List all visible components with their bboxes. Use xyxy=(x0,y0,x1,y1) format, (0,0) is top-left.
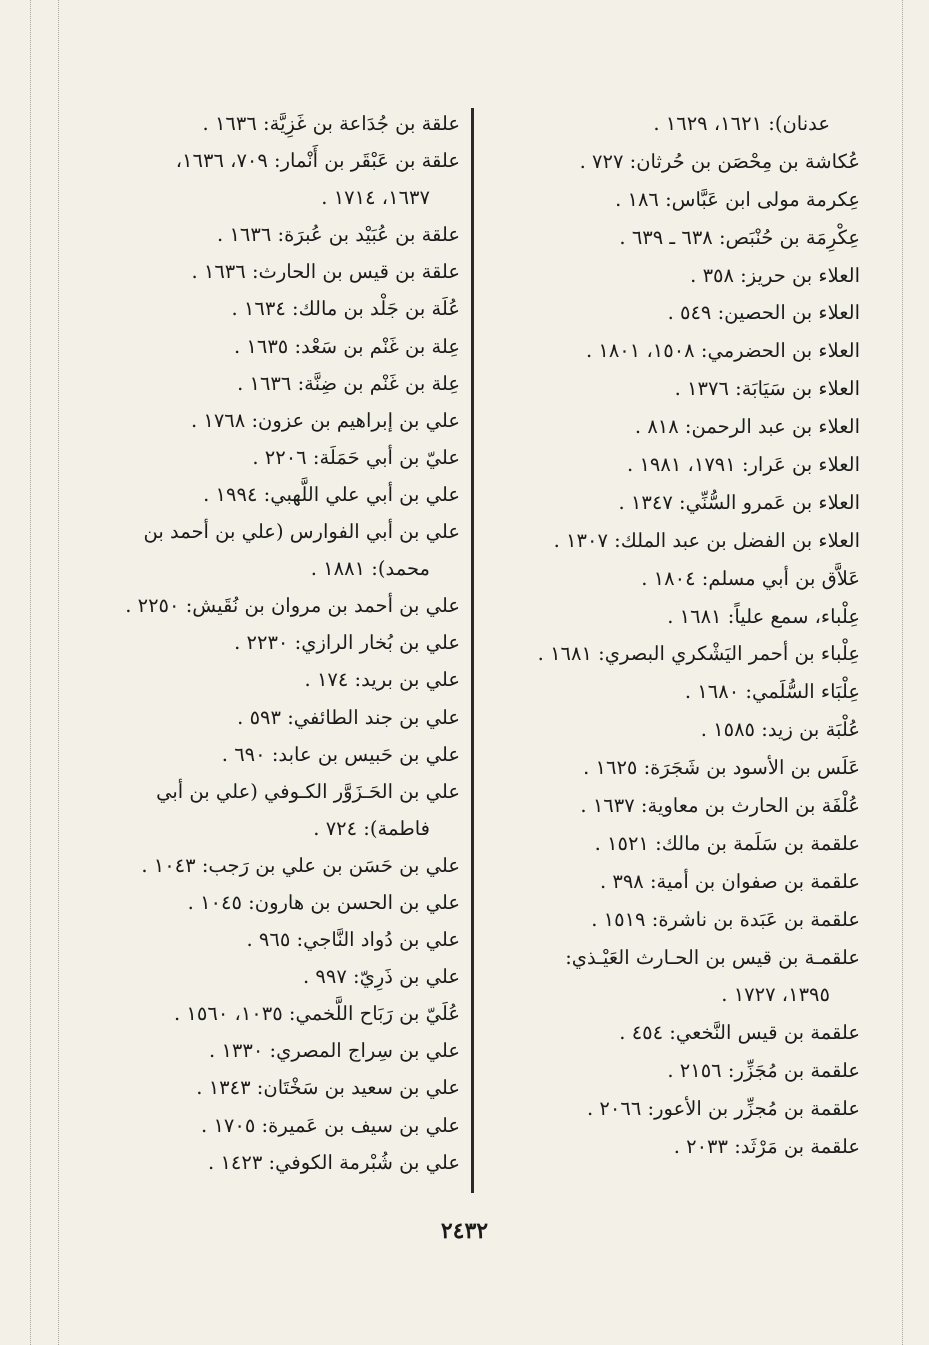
index-entry: علقمة بن صفوان بن أمية: ٣٩٨ . xyxy=(599,869,860,893)
index-entry: علي بن سعيد بن سَخْتَان: ١٣٤٣ . xyxy=(196,1076,460,1100)
index-entry: علي بن أبي الفوارس (علي بن أحمد بن xyxy=(143,520,460,544)
index-entry: عُلَيّ بن رَبَاح اللَّخمي: ١٠٣٥، ١٥٦٠ . xyxy=(174,1002,460,1026)
index-entry: علقة بن عَبْقَر بن أَنْمار: ٧٠٩، ١٦٣٦، xyxy=(175,149,460,173)
index-entry: عَلاَّق بن أبي مسلم: ١٨٠٤ . xyxy=(641,566,860,590)
index-entry: علي بن أحمد بن مروان بن نُقَيش: ٢٢٥٠ . xyxy=(125,594,460,618)
page-number: ٢٤٣٢ xyxy=(440,1218,489,1244)
index-entry: عِلْباء بن أحمر اليَشْكري البصري: ١٦٨١ . xyxy=(537,642,860,666)
index-entry: علي بن دُواد النَّاجي: ٩٦٥ . xyxy=(246,928,460,952)
index-entry: علي بن حَسَن بن علي بن رَجب: ١٠٤٣ . xyxy=(141,853,460,877)
index-entry: علي بن سيف بن عَميرة: ١٧٠٥ . xyxy=(201,1113,460,1137)
page-edge-line xyxy=(58,0,59,1345)
index-entry: علي بن جند الطائفي: ٥٩٣ . xyxy=(237,705,460,729)
index-entry: علي بن أبي علي اللَّهبي: ١٩٩٤ . xyxy=(203,482,460,506)
index-entry: علقة بن عُبَيْد بن عُبرَة: ١٦٣٦ . xyxy=(217,223,460,247)
index-entry: عُلْبَة بن زيد: ١٥٨٥ . xyxy=(700,718,860,742)
index-entry: العلاء بن حريز: ٣٥٨ . xyxy=(690,263,860,287)
index-entry: عِلة بن غَنْم بن ضِنَّة: ١٦٣٦ . xyxy=(237,371,460,395)
index-entry: علقمة بن مُجزِّر بن الأعور: ٢٠٦٦ . xyxy=(587,1097,860,1121)
index-entry-continuation: محمد): ١٨٨١ . xyxy=(310,557,430,581)
index-entry: عِلْبَاء السُّلَمي: ١٦٨٠ . xyxy=(684,680,860,704)
index-entry: علقمة بن سَلَمة بن مالك: ١٥٢١ . xyxy=(594,831,860,855)
index-entry: عِكْرِمَة بن حُنْبَص: ٦٣٨ ـ ٦٣٩ . xyxy=(619,225,860,249)
index-entry: علقة بن جُدَاعة بن غَزِيَّة: ١٦٣٦ . xyxy=(202,112,460,135)
index-entry: علي بن بريد: ١٧٤ . xyxy=(304,668,460,692)
index-entry: علقمة بن قيس النَّخعي: ٤٥٤ . xyxy=(619,1021,860,1045)
index-entry: عُلْفَة بن الحارث بن معاوية: ١٦٣٧ . xyxy=(580,794,860,818)
index-column-right xyxy=(490,105,860,1166)
index-entry: علي بن حَبيس بن عابد: ٦٩٠ . xyxy=(221,742,460,766)
index-entry: عَلَس بن الأسود بن شَجَرَة: ١٦٢٥ . xyxy=(583,756,860,780)
index-entry: علي بن إبراهيم بن عزون: ١٧٦٨ . xyxy=(190,408,460,432)
index-entry: عدنان): ١٦٢١، ١٦٢٩ . xyxy=(653,112,830,135)
index-entry: عِلة بن غَنْم بن سَعْد: ١٦٣٥ . xyxy=(233,334,460,358)
index-entry: العلاء بن عبد الرحمن: ٨١٨ . xyxy=(634,415,860,439)
index-entry: عِلْباء، سمع علياً: ١٦٨١ . xyxy=(667,604,860,628)
index-entry: علي بن الحسن بن هارون: ١٠٤٥ . xyxy=(187,890,460,914)
index-entry: علقمة بن مَرْثَد: ٢٠٣٣ . xyxy=(673,1135,860,1159)
index-entry: العلاء بن عَمرو السُّنِّي: ١٣٤٧ . xyxy=(618,490,860,514)
index-entry: العلاء بن الحصين: ٥٤٩ . xyxy=(667,301,860,325)
index-entry: علي بن بُخار الرازي: ٢٢٣٠ . xyxy=(234,631,460,655)
index-column-left xyxy=(76,105,460,1181)
index-entry: علي بن سِراج المصري: ١٣٣٠ . xyxy=(209,1039,460,1063)
index-entry: عُكاشة بن مِحْصَن بن حُرثان: ٧٢٧ . xyxy=(579,149,860,173)
index-entry: العلاء بن الحضرمي: ١٥٠٨، ١٨٠١ . xyxy=(585,339,860,363)
index-entry: علقة بن قيس بن الحارث: ١٦٣٦ . xyxy=(191,260,460,284)
index-entry: عليّ بن أبي حَمَلَة: ٢٢٠٦ . xyxy=(252,445,460,469)
index-entry-continuation: فاطمة): ٧٢٤ . xyxy=(313,816,430,840)
index-entry: علقمـة بن قيس بن الحـارث العَيْـذي: xyxy=(565,945,860,969)
index-entry: علقمة بن مُجَزِّر: ٢١٥٦ . xyxy=(667,1059,860,1083)
index-entry-continuation: ١٦٣٧، ١٧١٤ . xyxy=(321,186,430,210)
page-edge-line xyxy=(902,0,903,1345)
column-divider xyxy=(471,108,474,1193)
index-entry: العلاء بن الفضل بن عبد الملك: ١٣٠٧ . xyxy=(553,528,860,552)
index-entry: علقمة بن عَبَدة بن ناشرة: ١٥١٩ . xyxy=(591,907,860,931)
index-entry: علي بن ذَرِيّ: ٩٩٧ . xyxy=(303,965,460,989)
index-entry-continuation: ١٣٩٥، ١٧٢٧ . xyxy=(721,983,830,1007)
index-entry: عُلَة بن جَلْد بن مالك: ١٦٣٤ . xyxy=(231,297,460,321)
index-entry: علي بن الحَـزَوَّر الكـوفي (علي بن أبي xyxy=(156,779,460,803)
index-entry: عِكرمة مولى ابن عَبَّاس: ١٨٦ . xyxy=(615,187,860,211)
index-entry: العلاء بن عَرار: ١٧٩١، ١٩٨١ . xyxy=(627,453,860,477)
page-edge-line xyxy=(30,0,31,1345)
index-entry: علي بن شُبْرمة الكوفي: ١٤٢٣ . xyxy=(208,1150,460,1174)
index-entry: العلاء بن سَيَابَة: ١٣٧٦ . xyxy=(674,377,860,401)
